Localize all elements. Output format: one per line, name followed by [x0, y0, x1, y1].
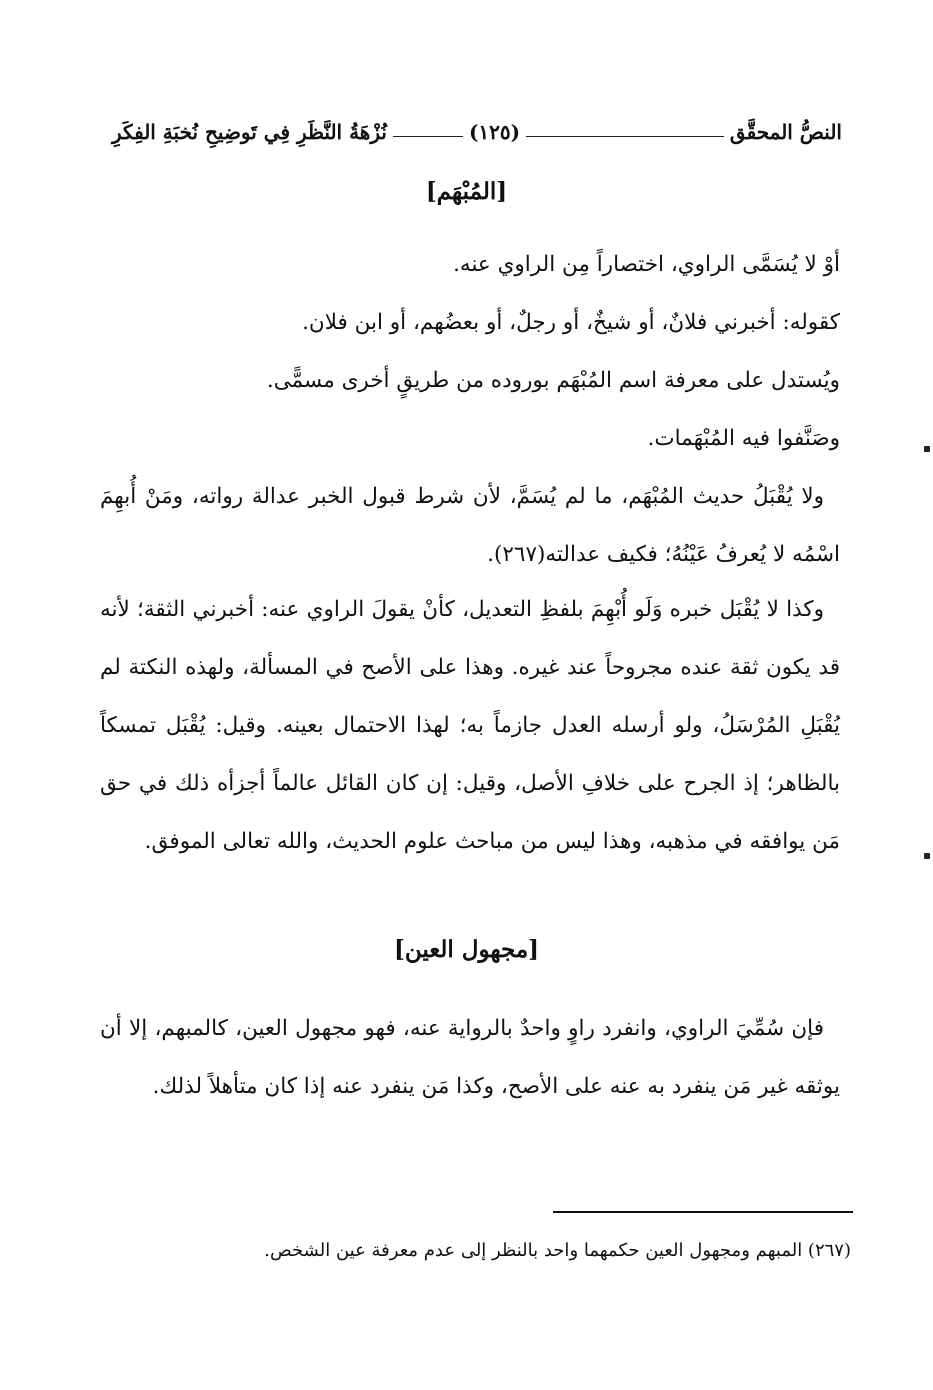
footnote-divider	[553, 1211, 853, 1213]
text-line: كقوله: أخبرني فلانٌ، أو شيخٌ، أو رجلٌ، أو بعضُهم، أو ابن فلان.	[302, 310, 840, 335]
scan-mark	[924, 853, 930, 859]
text-line: وصَنَّفوا فيه المُبْهَمات.	[647, 426, 840, 451]
text-line: ويُستدل على معرفة اسم المُبْهَم بوروده من طريقٍ أخرى مسمًّى.	[266, 368, 840, 393]
page-number: (١٢٥)	[468, 120, 521, 144]
scan-mark	[924, 446, 930, 452]
section-title-mubham: [المُبْهَم]	[425, 178, 508, 205]
section-title-majhul-al-ayn: [مجهول العين]	[393, 936, 540, 963]
paragraph: ولا يُقْبَلُ حديث المُبْهَم، ما لم يُسَمَّ، لأن شرط قبول الخبر عدالة رواته، ومَنْ أُبهِمَ اسْمُه لا يُعرفُ عَيْنُهُ؛ فكيف عدالته(٢٦٧).	[100, 484, 840, 567]
footnote: (٢٦٧) المبهم ومجهول العين حكمهما واحد بالنظر إلى عدم معرفة عين الشخص.	[264, 1240, 851, 1261]
text-line: أوْ لا يُسَمَّى الراوي، اختصاراً مِن الراوي عنه.	[453, 252, 840, 277]
header-rule-right	[526, 136, 724, 137]
section-name: النصُّ المحقَّق	[729, 120, 842, 144]
header-rule-left	[393, 136, 463, 137]
running-header	[112, 112, 842, 152]
paragraph: وكذا لا يُقْبَل خبره وَلَو أُبْهِمَ بلفظِ التعديل، كأنْ يقولَ الراوي عنه: أخبرني الثقة؛ لأنه قد يكون ثقة عنده مجروحاً عند غيره. وهذا على الأصح في المسألة، ولهذه النكتة لم يُقْبَلِ المُرْسَلُ، ولو أرسله العدل جازماً به؛ لهذا الاحتمال بعينه. وقيل: يُقْبَل تمسكاً بالظاهر؛ إذ الجرح على خلافِ الأصل، وقيل: إن كان القائل عالماً أجزأه ذلك في حق مَن يوافقه في مذهبه، وهذا ليس من مباحث علوم الحديث، والله تعالى الموفق.	[100, 597, 840, 854]
paragraph: فإن سُمِّيَ الراوي، وانفرد راوٍ واحدٌ بالرواية عنه، فهو مجهول العين، كالمبهم، إلا أن يوثقه غير مَن ينفرد به عنه على الأصح، وكذا مَن ينفرد عنه إذا كان متأهلاً لذلك.	[100, 1016, 840, 1099]
book-title: نُزْهَةُ النَّظَرِ فِي تَوضِيحِ نُخبَةِ الفِكَرِ	[112, 120, 387, 144]
